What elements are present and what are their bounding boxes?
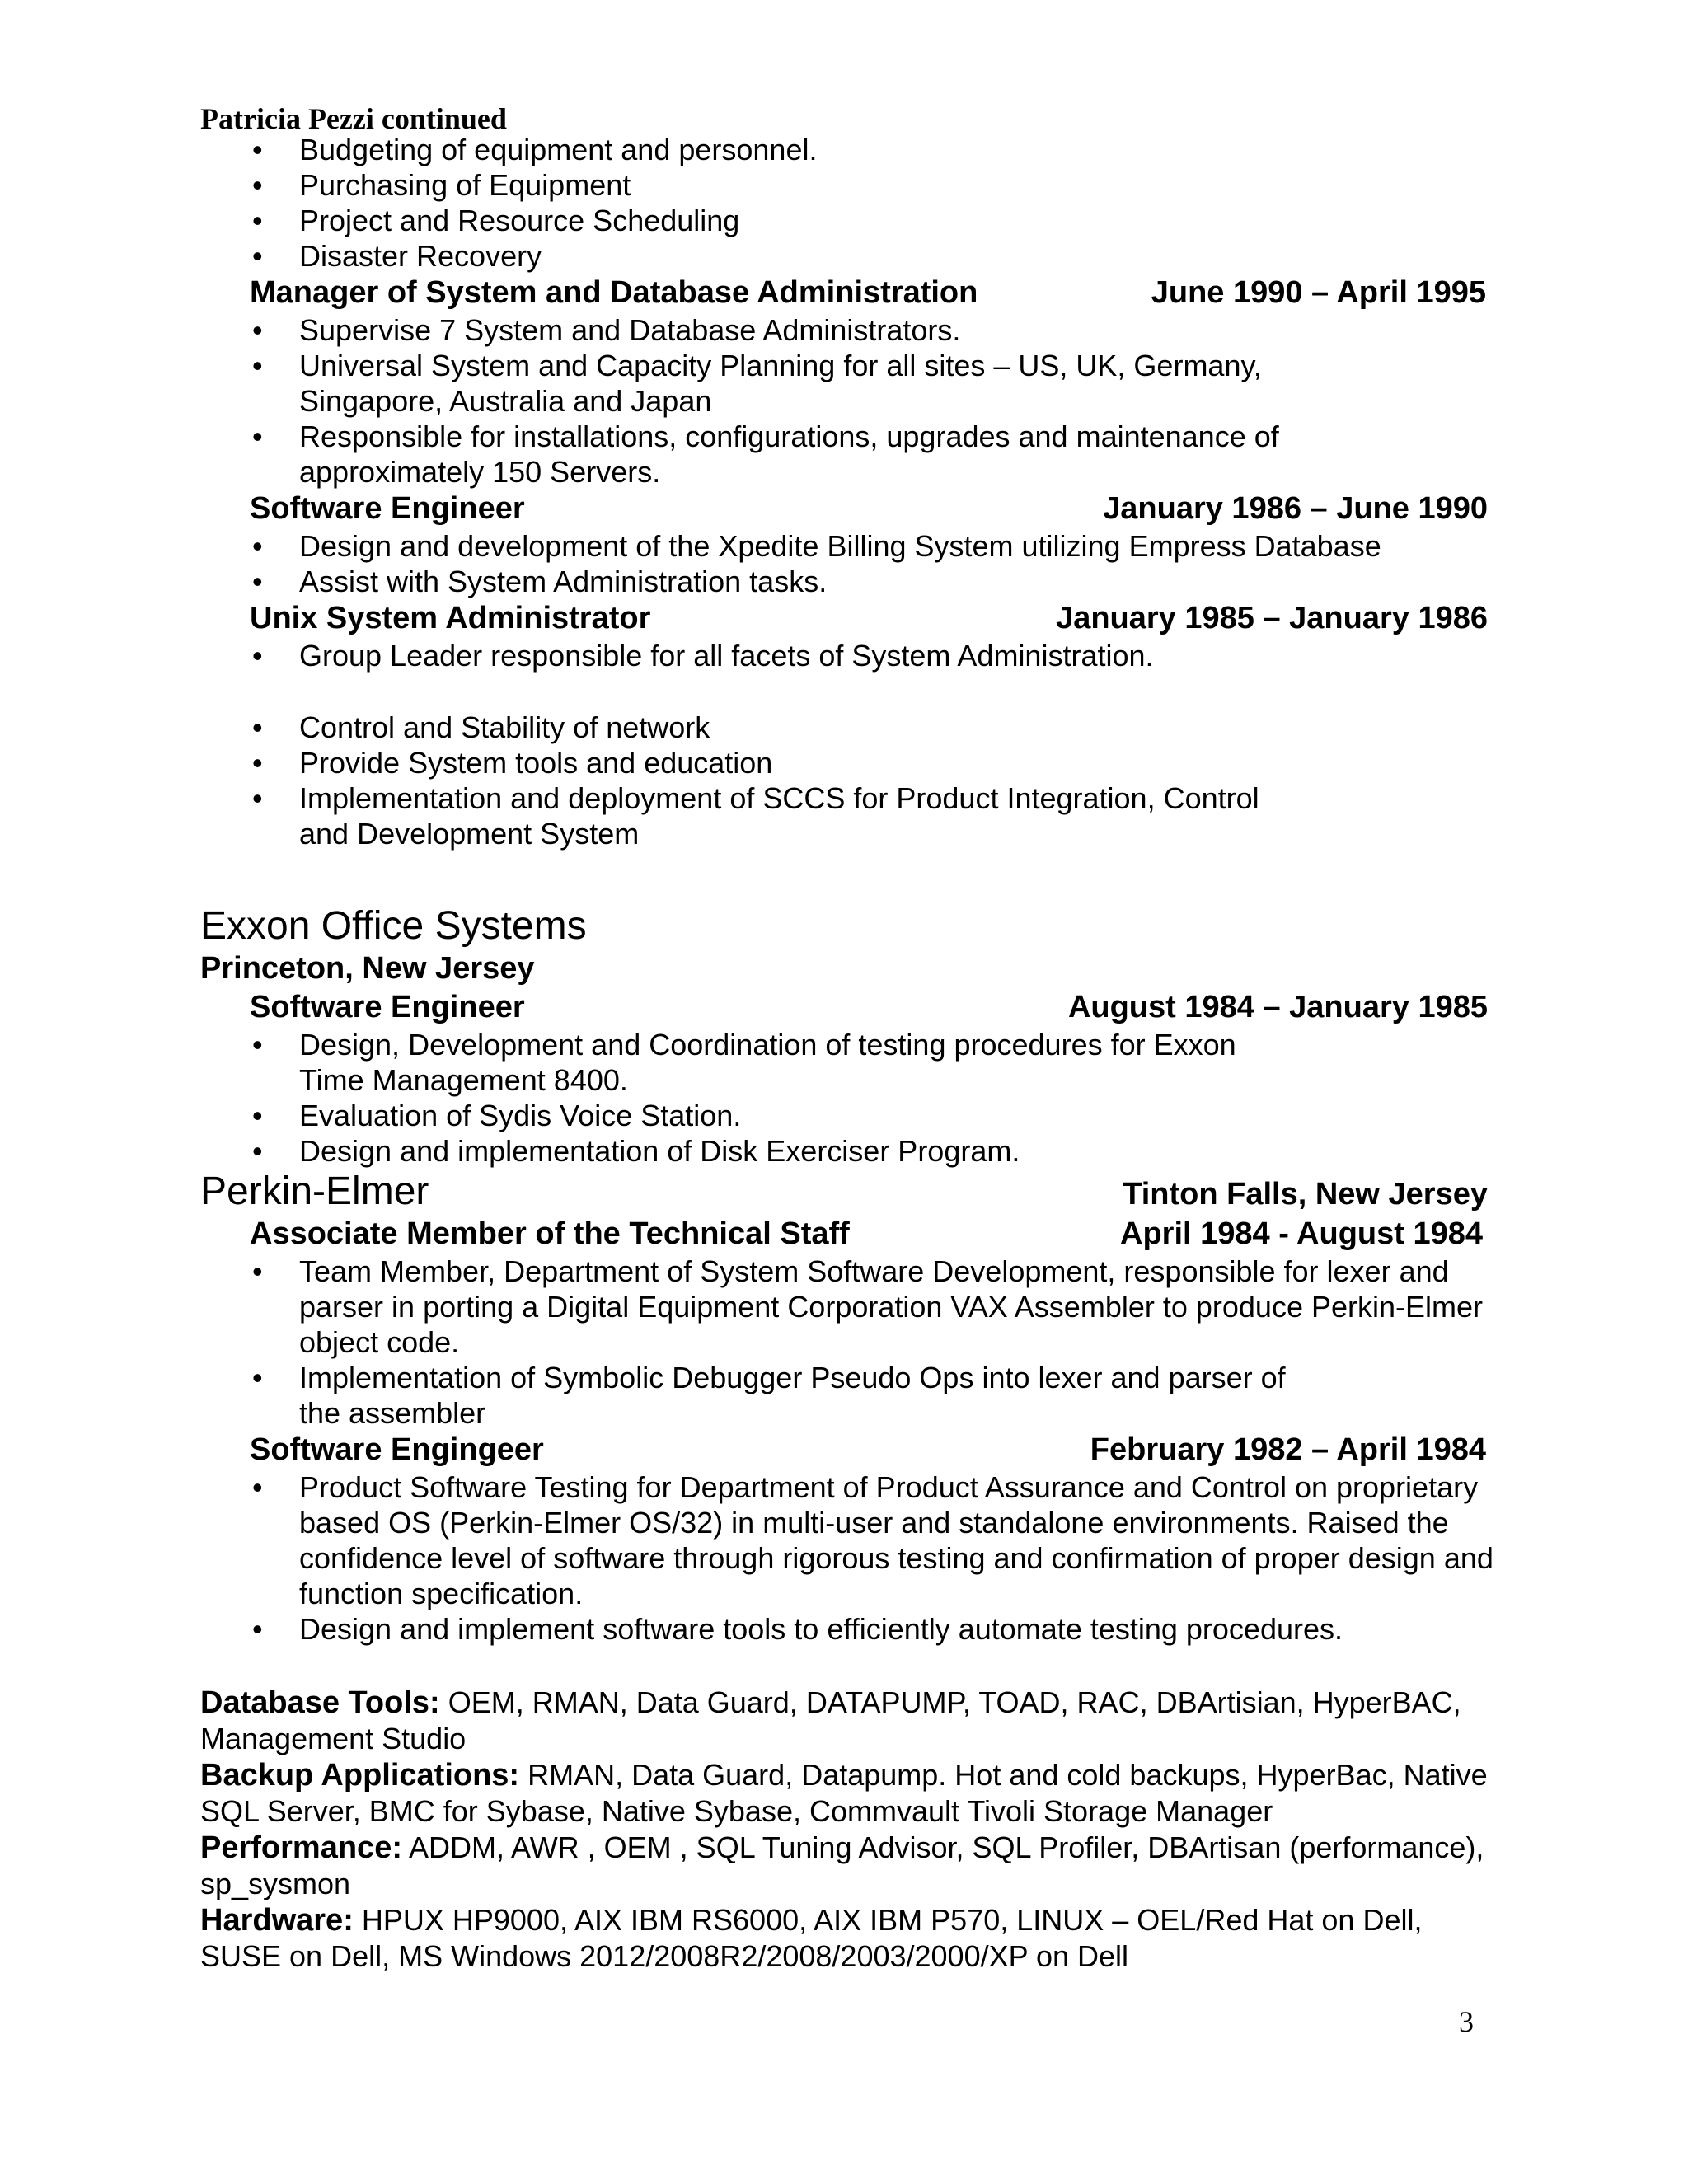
- list-item: • Purchasing of Equipment: [200, 167, 1494, 203]
- role-heading: [200, 274, 1494, 312]
- skill-line: [200, 1830, 1494, 1902]
- skill-value: OEM, RMAN, Data Guard, DATAPUMP, TOAD, RAC, DBArtisian, HyperBAC, Management Studio: [200, 1685, 1461, 1755]
- role-title: Unix System Administrator: [250, 601, 651, 635]
- skill-line: [200, 1685, 1494, 1757]
- spacer: [200, 673, 1494, 710]
- prior-bullet-list: [200, 132, 1494, 274]
- skill-line: [200, 1902, 1494, 1975]
- role-dates: January 1985 – January 1986: [1056, 601, 1488, 635]
- skill-value: ADDM, AWR , OEM , SQL Tuning Advisor, SQL Profiler, DBArtisan (performance), sp_sysmon: [200, 1830, 1484, 1900]
- list-item: • Design and development of the Xpedite Billing System utilizing Empress Database: [200, 528, 1494, 564]
- role-bullet-list: [200, 1254, 1494, 1431]
- list-item: • Group Leader responsible for all facets of System Administration.: [200, 638, 1494, 673]
- company-name: Perkin-Elmer: [200, 1169, 429, 1213]
- role-bullet-list: [200, 528, 1494, 599]
- company-location: Princeton, New Jersey: [200, 951, 535, 986]
- role-bullet-list: [200, 1027, 1494, 1169]
- list-item: • Budgeting of equipment and personnel.: [200, 132, 1494, 167]
- role-dates: February 1982 – April 1984: [1090, 1432, 1486, 1467]
- perkin-elmer-section: [200, 1169, 1494, 1647]
- skill-key: Hardware:: [200, 1903, 354, 1938]
- role-bullet-list: [200, 638, 1494, 673]
- page-number: 3: [1459, 2005, 1474, 2038]
- list-item: • Design and implement software tools to efficiently automate testing procedures.: [200, 1611, 1494, 1647]
- role-heading: [200, 988, 1494, 1027]
- company-location: Tinton Falls, New Jersey: [1123, 1177, 1488, 1212]
- list-item: • Universal System and Capacity Planning for all sites – US, UK, Germany, Singapore, Australia and Japan: [200, 348, 1494, 419]
- list-item: • Design, Development and Coordination of testing procedures for Exxon Time Management 8400.: [200, 1027, 1494, 1098]
- list-item: • Evaluation of Sydis Voice Station.: [200, 1098, 1494, 1133]
- role-heading: [200, 599, 1494, 638]
- continued-header: Patricia Pezzi continued: [200, 102, 507, 135]
- company-row: [200, 1169, 1494, 1215]
- list-item: • Supervise 7 System and Database Administrators.: [200, 312, 1494, 348]
- list-item: • Team Member, Department of System Software Development, responsible for lexer and parser in porting a Digital Equipment Corporation VAX Assembler to produce Perkin-Elmer object code.: [200, 1254, 1494, 1360]
- role-title: Software Engingeer: [250, 1432, 544, 1467]
- list-item: • Design and implementation of Disk Exerciser Program.: [200, 1133, 1494, 1169]
- role-dates: August 1984 – January 1985: [1067, 990, 1488, 1024]
- list-item: • Provide System tools and education: [200, 745, 1494, 780]
- exxon-section: [200, 903, 1494, 1169]
- role-title: Manager of System and Database Administration: [250, 275, 978, 310]
- role-bullet-list: [200, 312, 1494, 490]
- skill-key: Performance:: [200, 1830, 402, 1865]
- role-title: Associate Member of the Technical Staff: [250, 1216, 850, 1251]
- skill-value: RMAN, Data Guard, Datapump. Hot and cold backups, HyperBac, Native SQL Server, BMC for Sybase, Native Sybase, Commvault Tivoli Storage Manager: [200, 1758, 1488, 1828]
- role-bullet-list: [200, 710, 1494, 851]
- role-heading: [200, 1215, 1494, 1254]
- list-item: • Implementation and deployment of SCCS for Product Integration, Control and Development System: [200, 780, 1494, 851]
- list-item: • Control and Stability of network: [200, 710, 1494, 745]
- list-item: • Implementation of Symbolic Debugger Pseudo Ops into lexer and parser of the assembler: [200, 1360, 1494, 1431]
- role-title: Software Engineer: [250, 491, 525, 526]
- skill-line: [200, 1757, 1494, 1830]
- role-heading: [200, 1431, 1494, 1469]
- list-item: • Project and Resource Scheduling: [200, 203, 1494, 238]
- role-dates: June 1990 – April 1995: [1151, 275, 1486, 310]
- skill-value: HPUX HP9000, AIX IBM RS6000, AIX IBM P570, LINUX – OEL/Red Hat on Dell, SUSE on Dell, MS Windows 2012/2008R2/2008/2003/2000/XP on Dell: [200, 1903, 1423, 1973]
- role-dates: January 1986 – June 1990: [1103, 491, 1488, 526]
- role-heading: [200, 490, 1494, 528]
- list-item: • Assist with System Administration tasks.: [200, 564, 1494, 599]
- company-name: Exxon Office Systems: [200, 904, 587, 948]
- prior-employer-section: [200, 132, 1494, 851]
- skill-key: Database Tools:: [200, 1685, 440, 1720]
- list-item: • Responsible for installations, configurations, upgrades and maintenance of approximately 150 Servers.: [200, 419, 1494, 490]
- role-title: Software Engineer: [250, 990, 525, 1024]
- skills-section: [200, 1685, 1494, 1975]
- skill-key: Backup Applications:: [200, 1758, 520, 1793]
- role-bullet-list: [200, 1469, 1494, 1647]
- role-dates: April 1984 - August 1984: [1120, 1216, 1483, 1251]
- list-item: • Product Software Testing for Department of Product Assurance and Control on proprietary based OS (Perkin-Elmer OS/32) in multi-user and standalone environments. Raised the confidence level of software through rigorous testing and confirmation of proper design and function specification.: [200, 1469, 1494, 1611]
- list-item: • Disaster Recovery: [200, 238, 1494, 274]
